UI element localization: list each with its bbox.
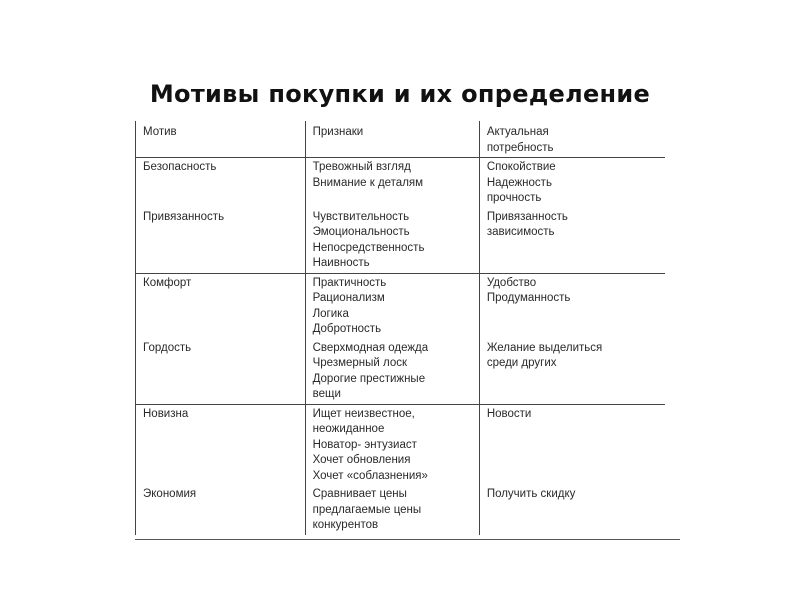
- sign-line: Непосредственность: [312, 241, 425, 254]
- header-signs: Признаки: [305, 121, 479, 158]
- sign-line: Хочет «соблазнения»: [312, 469, 428, 482]
- bottom-divider: [135, 539, 680, 540]
- need-line: Спокойствие: [486, 161, 556, 173]
- need-cell: [479, 208, 665, 274]
- motive-cell: Экономия: [136, 485, 306, 535]
- motive-cell: Привязанность: [136, 208, 306, 274]
- header-motive: Мотив: [136, 121, 306, 158]
- need-line: Получить скидку: [486, 488, 576, 500]
- table-row: [136, 273, 666, 339]
- sign-line: Добротность: [312, 323, 382, 335]
- need-cell: [479, 404, 665, 485]
- table-row: [136, 485, 666, 535]
- motive-cell: Безопасность: [136, 158, 306, 208]
- sign-line: Эмоциональность: [312, 226, 410, 238]
- signs-cell: [305, 339, 479, 405]
- sign-line: Чрезмерный лоск: [312, 357, 408, 369]
- sign-line: вещи: [312, 388, 341, 400]
- table-header-row: [136, 121, 666, 158]
- sign-line: Ищет неизвестное,: [312, 407, 415, 420]
- sign-line: Наивность: [312, 257, 370, 269]
- table-row: [136, 404, 666, 485]
- sign-line: Новатор- энтузиаст: [312, 438, 417, 451]
- sign-line: конкурентов: [312, 519, 379, 531]
- motive-cell: Комфорт: [136, 273, 306, 339]
- sign-line: Рационализм: [312, 292, 385, 304]
- sign-line: [313, 191, 472, 207]
- sign-line: Чувствительность: [312, 210, 410, 223]
- sign-line: предлагаемые цены: [312, 503, 422, 516]
- need-line: Надежность: [486, 176, 552, 189]
- need-cell: [479, 485, 665, 535]
- motives-table: [135, 121, 665, 535]
- signs-cell: [305, 208, 479, 274]
- signs-cell: [305, 273, 479, 339]
- need-line: Удобство: [486, 276, 537, 289]
- table-row: [136, 158, 666, 208]
- sign-line: Логика: [312, 307, 349, 320]
- need-cell: [479, 273, 665, 339]
- sign-line: Сравнивает цены: [312, 488, 407, 500]
- need-line: прочность: [486, 192, 542, 204]
- motive-cell: Гордость: [136, 339, 306, 405]
- header-need-line1: Актуальная: [486, 126, 549, 138]
- sign-line: Дорогие престижные: [312, 372, 426, 385]
- sign-line: Сверхмодная одежда: [312, 341, 429, 354]
- need-cell: [479, 158, 665, 208]
- table-row: [136, 208, 666, 274]
- header-need: [479, 121, 665, 158]
- need-cell: [479, 339, 665, 405]
- sign-line: Внимание к деталям: [312, 176, 424, 189]
- header-need-line2: потребность: [486, 141, 554, 154]
- signs-cell: [305, 485, 479, 535]
- sign-line: неожиданное: [312, 423, 385, 435]
- need-line: Новости: [486, 407, 532, 420]
- motive-cell: Новизна: [136, 404, 306, 485]
- signs-cell: [305, 158, 479, 208]
- signs-cell: [305, 404, 479, 485]
- sign-line: Практичность: [312, 276, 387, 289]
- need-line: среди других: [486, 357, 557, 369]
- need-line: Привязанность: [486, 210, 568, 223]
- page-title: Мотивы покупки и их определение: [149, 80, 651, 108]
- sign-line: Тревожный взгляд: [312, 161, 411, 173]
- sign-line: Хочет обновления: [312, 454, 411, 466]
- need-line: Продуманность: [486, 292, 571, 304]
- table-row: [136, 339, 666, 405]
- need-line: зависимость: [486, 226, 555, 238]
- need-line: Желание выделиться: [486, 341, 603, 354]
